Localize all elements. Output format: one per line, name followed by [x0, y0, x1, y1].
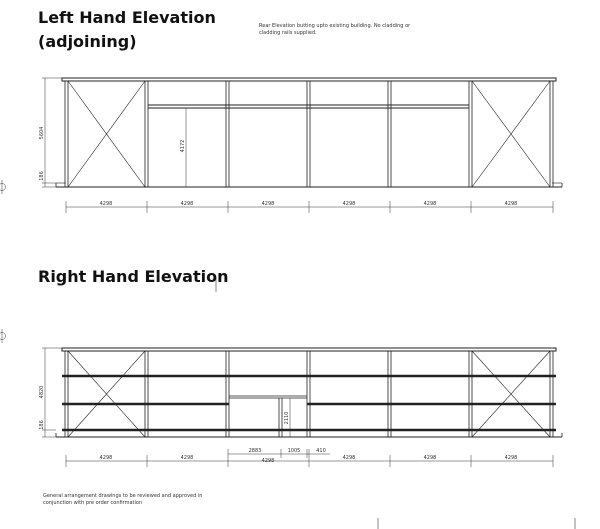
left-door-height: 4172 — [180, 139, 186, 153]
right-sub-dim-1: 2883 — [248, 448, 262, 454]
left-overall-height: 5604 — [39, 126, 45, 140]
left-bay-width-1: 4298 — [99, 201, 113, 207]
right-bay-width-5: 4298 — [423, 455, 437, 461]
general-note-line1: General arrangement drawings to be reviewed and approved in — [43, 493, 203, 499]
left-bay-width-4: 4298 — [342, 201, 356, 207]
left-elevation-title-line2: (adjoining) — [38, 32, 137, 51]
right-elevation-frame — [56, 348, 562, 437]
left-bay-width-5: 4298 — [423, 201, 437, 207]
right-overall-height: 4820 — [39, 385, 45, 399]
right-bay-width-1: 4298 — [99, 455, 113, 461]
left-elevation-frame — [56, 78, 562, 187]
rear-elevation-note-line1: Rear Elevation butting upto existing building. No cladding or — [259, 23, 411, 29]
right-door-height: 2110 — [284, 411, 290, 425]
left-base-height: 186 — [39, 171, 45, 181]
right-base-height: 186 — [39, 420, 45, 430]
right-elevation-title: Right Hand Elevation — [38, 267, 229, 286]
left-elevation-dimensions — [0, 78, 553, 213]
left-bay-width-6: 4298 — [504, 201, 518, 207]
right-bay-width-3: 4298 — [261, 458, 275, 464]
left-elevation-dim-labels — [39, 127, 517, 207]
right-bay-width-4: 4298 — [342, 455, 356, 461]
rear-elevation-note-line2: cladding rails supplied. — [259, 29, 317, 36]
right-bay-width-6: 4298 — [504, 455, 518, 461]
right-bay-width-2: 4298 — [180, 455, 194, 461]
left-bay-width-2: 4298 — [180, 201, 194, 207]
right-elevation-dim-labels — [39, 386, 517, 464]
general-note-line2: conjunction with pre order confirmation — [43, 499, 143, 506]
right-sub-dim-2: 1005 — [287, 448, 301, 454]
left-bay-width-3: 4298 — [261, 201, 275, 207]
right-sub-dim-3: 410 — [316, 448, 326, 454]
left-elevation-title-line1: Left Hand Elevation — [38, 8, 216, 27]
